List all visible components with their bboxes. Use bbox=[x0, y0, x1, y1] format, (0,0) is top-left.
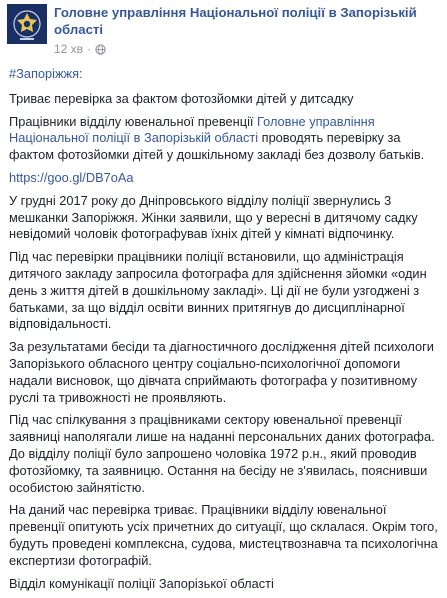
post-paragraph-4: За результатами бесіди та діагностичного дослідження дітей психологи Запорізького обласного центру соціально-психологічної допомоги надали висновок, що дівчата сприймають фотографа у позитивному руслі та тривожності не проявляють. bbox=[9, 339, 434, 405]
paragraph-1-text-end: проводять перевірку за фактом фотозйомки дітей у дошкільному закладі без дозволу батьків. bbox=[9, 130, 425, 163]
post-paragraph-3: Під час перевірки працівники поліції встановили, що адміністрація дитячого закладу запросила фотографа для здійснення зйомки «один день з життя дітей в дошкільному закладі». Ці дії не були узгоджені з батьками, за що відділ освіти винних притягнув до дисциплінарної відповідальності. bbox=[9, 249, 427, 332]
page-name-link[interactable]: Головне управління Національної поліції в Запорізькій області bbox=[54, 5, 417, 37]
hashtag-link[interactable]: #Запоріжжя: bbox=[9, 66, 83, 81]
police-badge-icon bbox=[7, 4, 47, 44]
post-signature: Відділ комунікації поліції Запорізької області bbox=[9, 575, 274, 591]
post-meta bbox=[54, 42, 106, 56]
page-mention-link[interactable]: Головне управління Національної поліції в Запорізькій області bbox=[9, 113, 375, 146]
post-title: Триває перевірка за фактом фотозйомки дітей у дитсадку bbox=[9, 90, 354, 106]
post-paragraph-5: Під час спілкування з працівниками сектору ювенальної превенції заявниці наполягали лише на наданні персональних даних фотографа. До відділу поліції було запрошено чоловіка 1972 р.н., який проводив фотозйомку, та заявницю. Остання на бесіду не з'явилась, пояснивши особистою зайнятістю. bbox=[9, 412, 435, 495]
post-paragraph-2: У грудні 2017 року до Дніпровського відділу поліції звернулись 3 мешканки Запоріжжя. Жінки заявили, що у вересні в дитячому садку невідомий чоловік фотографував їхніх дітей у кімнаті відпочинку. bbox=[9, 192, 418, 242]
post-body bbox=[9, 66, 439, 598]
post-paragraph-6: На даний час перевірка триває. Працівники відділу ювенальної превенції опитують усіх причетних до ситуації, що склалася. Окрім того, будуть проведені комплексна, судова, мистецтвознавча та психологічна експертизи фотографій. bbox=[9, 502, 438, 568]
post-timestamp[interactable]: 12 хв bbox=[54, 42, 84, 56]
paragraph-1-text-start: Працівники відділу ювенальної превенції bbox=[9, 113, 258, 129]
meta-separator: · bbox=[87, 42, 92, 56]
short-url-link[interactable]: https://goo.gl/DB7oAa bbox=[9, 169, 134, 185]
globe-icon[interactable] bbox=[95, 44, 106, 55]
post-paragraph-1 bbox=[9, 114, 439, 164]
page-avatar[interactable] bbox=[7, 4, 47, 44]
